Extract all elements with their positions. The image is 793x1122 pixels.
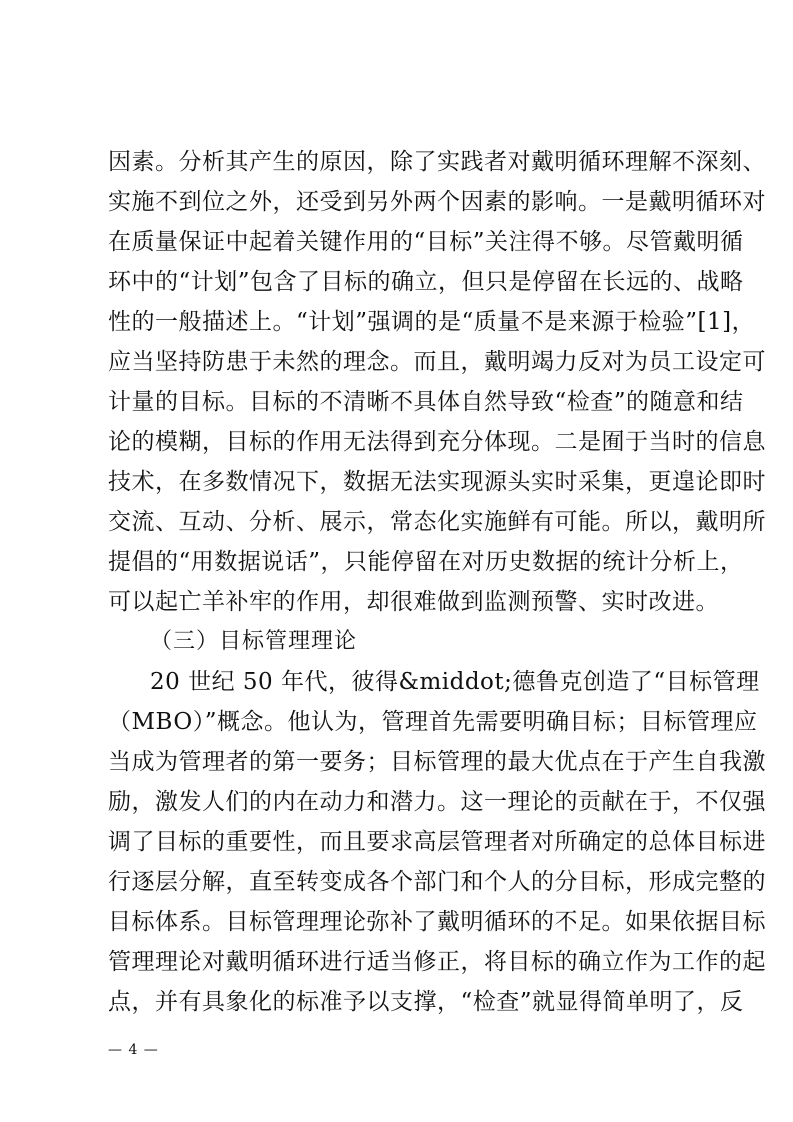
text-line: 因素。分析其产生的原因，除了实践者对戴明循环理解不深刻、 [108,149,766,175]
text-line: 点，并有具象化的标准予以支撑，“检查”就显得简单明了，反 [108,989,744,1015]
text-line: 论的模糊，目标的作用无法得到充分体现。二是囿于当时的信息 [108,429,766,455]
text-line: 交流、互动、分析、展示，常态化实施鲜有可能。所以，戴明所 [108,509,766,535]
text-line: 应当坚持防患于未然的理念。而且，戴明竭力反对为员工设定可 [108,349,766,375]
text-line: 20 世纪 50 年代，彼得&middot;德鲁克创造了“目标管理 [150,669,760,695]
text-line: 行逐层分解，直至转变成各个部门和个人的分目标，形成完整的 [108,869,766,895]
text-line: 可以起亡羊补牢的作用，却很难做到监测预警、实时改进。 [108,589,719,615]
text-line: 目标体系。目标管理理论弥补了戴明循环的不足。如果依据目标 [108,909,766,935]
text-line: 计量的目标。目标的不清晰不具体自然导致“检查”的随意和结 [108,389,744,415]
text-line: 励，激发人们的内在动力和潜力。这一理论的贡献在于，不仅强 [108,789,766,815]
text-line: 性的一般描述上。“计划”强调的是“质量不是来源于检验”[1]， [108,309,756,335]
page-number: — 4 — [108,1042,159,1058]
text-line: 在质量保证中起着关键作用的“目标”关注得不够。尽管戴明循 [108,229,744,255]
text-line: 调了目标的重要性，而且要求高层管理者对所确定的总体目标进 [108,829,766,855]
section-heading: （三）目标管理理论 [150,629,358,654]
text-line: 环中的“计划”包含了目标的确立，但只是停留在长远的、战略 [108,269,744,295]
text-line: 技术，在多数情况下，数据无法实现源头实时采集，更遑论即时 [108,469,766,495]
text-line: 提倡的“用数据说话”，只能停留在对历史数据的统计分析上， [108,549,744,575]
text-line: （MBO）”概念。他认为，管理首先需要明确目标；目标管理应 [108,709,758,735]
text-line: 管理理论对戴明循环进行适当修正，将目标的确立作为工作的起 [108,949,766,975]
text-line: 实施不到位之外，还受到另外两个因素的影响。一是戴明循环对 [108,189,766,215]
text-line: 当成为管理者的第一要务；目标管理的最大优点在于产生自我激 [108,749,766,775]
